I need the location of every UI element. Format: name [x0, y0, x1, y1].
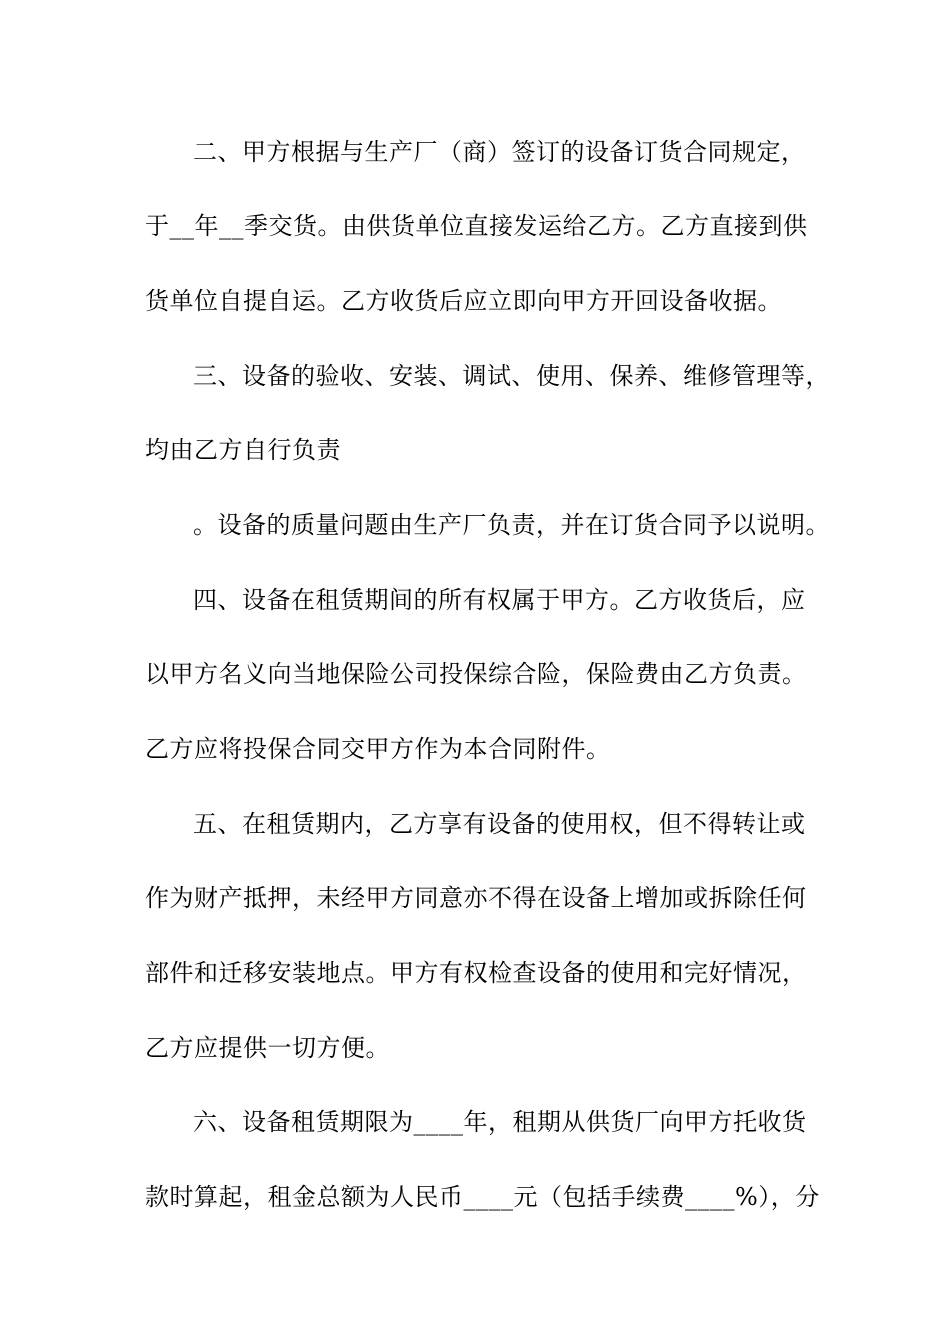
clause-3-line-1: 三、设备的验收、安装、调试、使用、保养、维修管理等，: [193, 362, 830, 390]
clause-5-line-2: 作为财产抵押，未经甲方同意亦不得在设备上增加或拆除任何: [145, 884, 807, 912]
clause-6-line-1: 六、设备租赁期限为____年，租期从供货厂向甲方托收货: [193, 1108, 807, 1136]
clause-5-line-3: 部件和迁移安装地点。甲方有权检查设备的使用和完好情况，: [145, 959, 807, 987]
clause-5-line-1: 五、在租赁期内，乙方享有设备的使用权，但不得转让或: [193, 810, 806, 838]
clause-3-line-2: 均由乙方自行负责: [145, 436, 341, 464]
clause-2-line-2: 于__年__季交货。由供货单位直接发运给乙方。乙方直接到供: [145, 212, 808, 240]
clause-6-line-2: 款时算起，租金总额为人民币____元（包括手续费____%），分: [145, 1183, 820, 1211]
clause-4-line-3: 乙方应将投保合同交甲方作为本合同附件。: [145, 735, 611, 763]
clause-3-line-3: 。设备的质量问题由生产厂负责，并在订货合同予以说明。: [193, 511, 830, 539]
clause-2-line-3: 货单位自提自运。乙方收货后应立即向甲方开回设备收据。: [145, 287, 782, 315]
clause-4-line-1: 四、设备在租赁期间的所有权属于甲方。乙方收货后，应: [193, 586, 806, 614]
clause-2-line-1: 二、甲方根据与生产厂（商）签订的设备订货合同规定，: [193, 138, 806, 166]
clause-5-line-4: 乙方应提供一切方便。: [145, 1034, 390, 1062]
clause-4-line-2: 以甲方名义向当地保险公司投保综合险，保险费由乙方负责。: [145, 660, 807, 688]
